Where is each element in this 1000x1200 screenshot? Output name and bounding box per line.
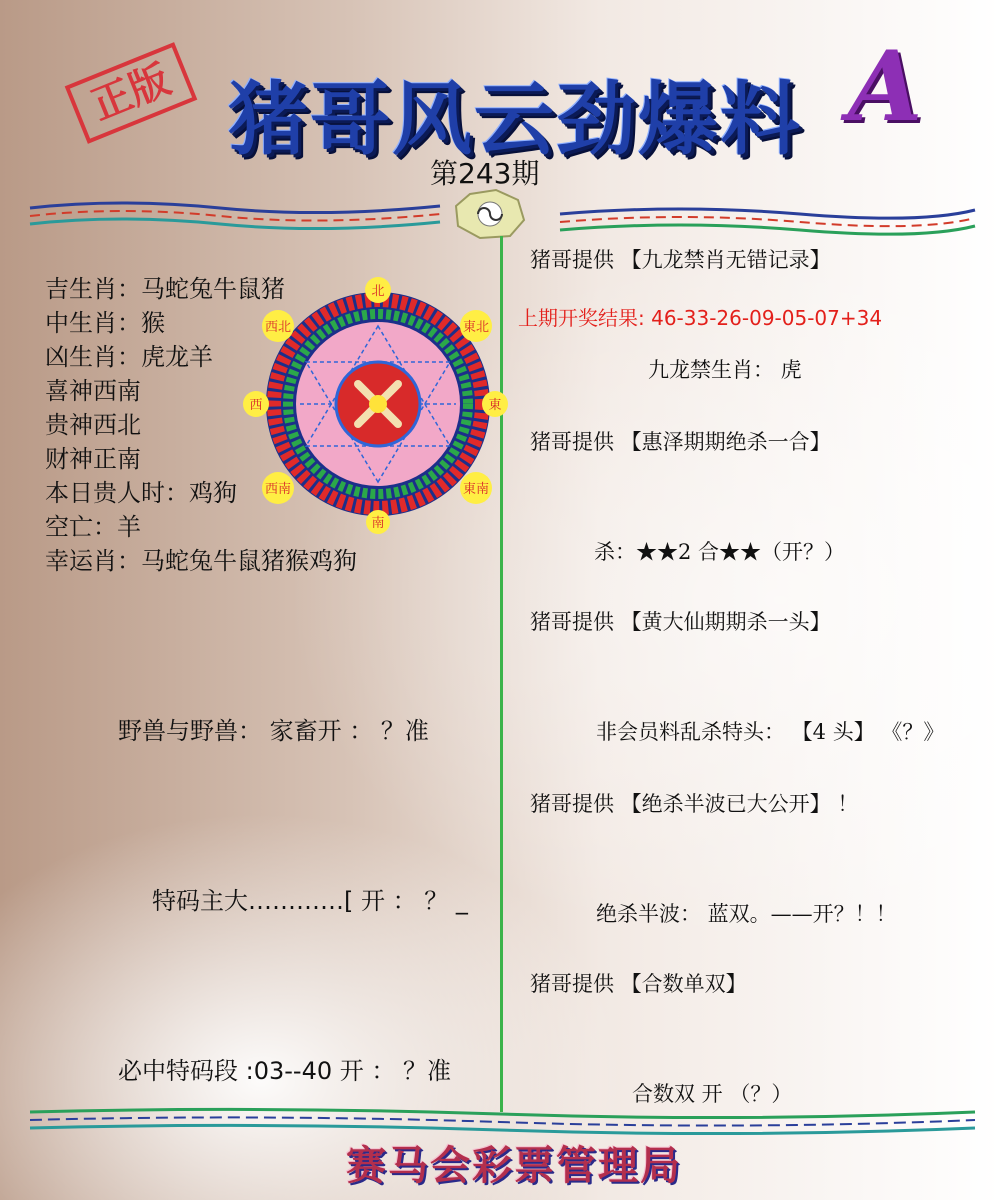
almanac-line: 中生肖：猴	[45, 309, 165, 337]
wheel-southwest-label: 西南	[264, 482, 292, 497]
almanac-line: 财神正南	[45, 445, 141, 473]
sum-parity: 合数双 开 （？）	[632, 1082, 793, 1106]
compass-wheel	[240, 276, 510, 536]
special-number-range: 必中特码段 :03--40 开 ： ？准	[118, 1057, 451, 1085]
forbidden-zodiac: 九龙禁生肖： 虎	[648, 358, 802, 382]
almanac-line: 幸运肖：马蛇兔牛鼠猪猴鸡狗	[45, 547, 357, 575]
edition-badge: A	[848, 30, 923, 143]
wheel-northeast-label: 東北	[462, 320, 490, 335]
wheel-northwest-label: 西北	[264, 320, 292, 335]
special-number-big: 特码主大…………[ 开 ： ？ _	[152, 887, 468, 915]
wheel-southeast-label: 東南	[462, 482, 490, 497]
almanac-line: 凶生肖：虎龙羊	[45, 343, 213, 371]
footer-organization: 赛马会彩票管理局	[346, 1143, 682, 1189]
almanac-line: 喜神西南	[45, 377, 141, 405]
last-draw-result: 上期开奖结果: 46-33-26-09-05-07+34	[518, 306, 883, 330]
nonmember-kill-head: 非会员料乱杀特头： 【4 头】 《？》	[596, 720, 945, 744]
authentic-stamp	[65, 42, 198, 144]
almanac-line: 贵神西北	[45, 411, 141, 439]
provider-line: 猪哥提供 【惠泽期期绝杀一合】	[530, 430, 831, 454]
almanac-line: 空亡：羊	[45, 513, 141, 541]
wheel-east-label: 東	[488, 398, 502, 413]
provider-line: 猪哥提供 【黄大仙期期杀一头】	[530, 610, 831, 634]
page-title: 猪哥风云劲爆料	[228, 73, 802, 166]
issue-number: 第243期	[430, 157, 540, 190]
provider-line: 猪哥提供 【合数单双】	[530, 972, 747, 996]
provider-line: 猪哥提供 【绝杀半波已大公开】 ！	[530, 792, 859, 816]
provider-line: 猪哥提供 【九龙禁肖无错记录】	[530, 248, 831, 272]
wheel-north-label: 北	[371, 284, 385, 299]
almanac-line: 本日贵人时：鸡狗	[45, 479, 237, 507]
half-wave-kill: 绝杀半波： 蓝双。——开？！！	[596, 902, 897, 926]
kill-combo: 杀：★★2 合★★（开？）	[594, 540, 846, 564]
bagua-emblem-icon	[456, 190, 524, 238]
wheel-south-label: 南	[371, 516, 385, 531]
wild-vs-domestic: 野兽与野兽： 家畜开 ： ？准	[118, 717, 429, 745]
almanac-line: 吉生肖：马蛇兔牛鼠猪	[45, 275, 285, 303]
wheel-west-label: 西	[249, 398, 263, 413]
stamp-text: 正版	[84, 55, 177, 130]
